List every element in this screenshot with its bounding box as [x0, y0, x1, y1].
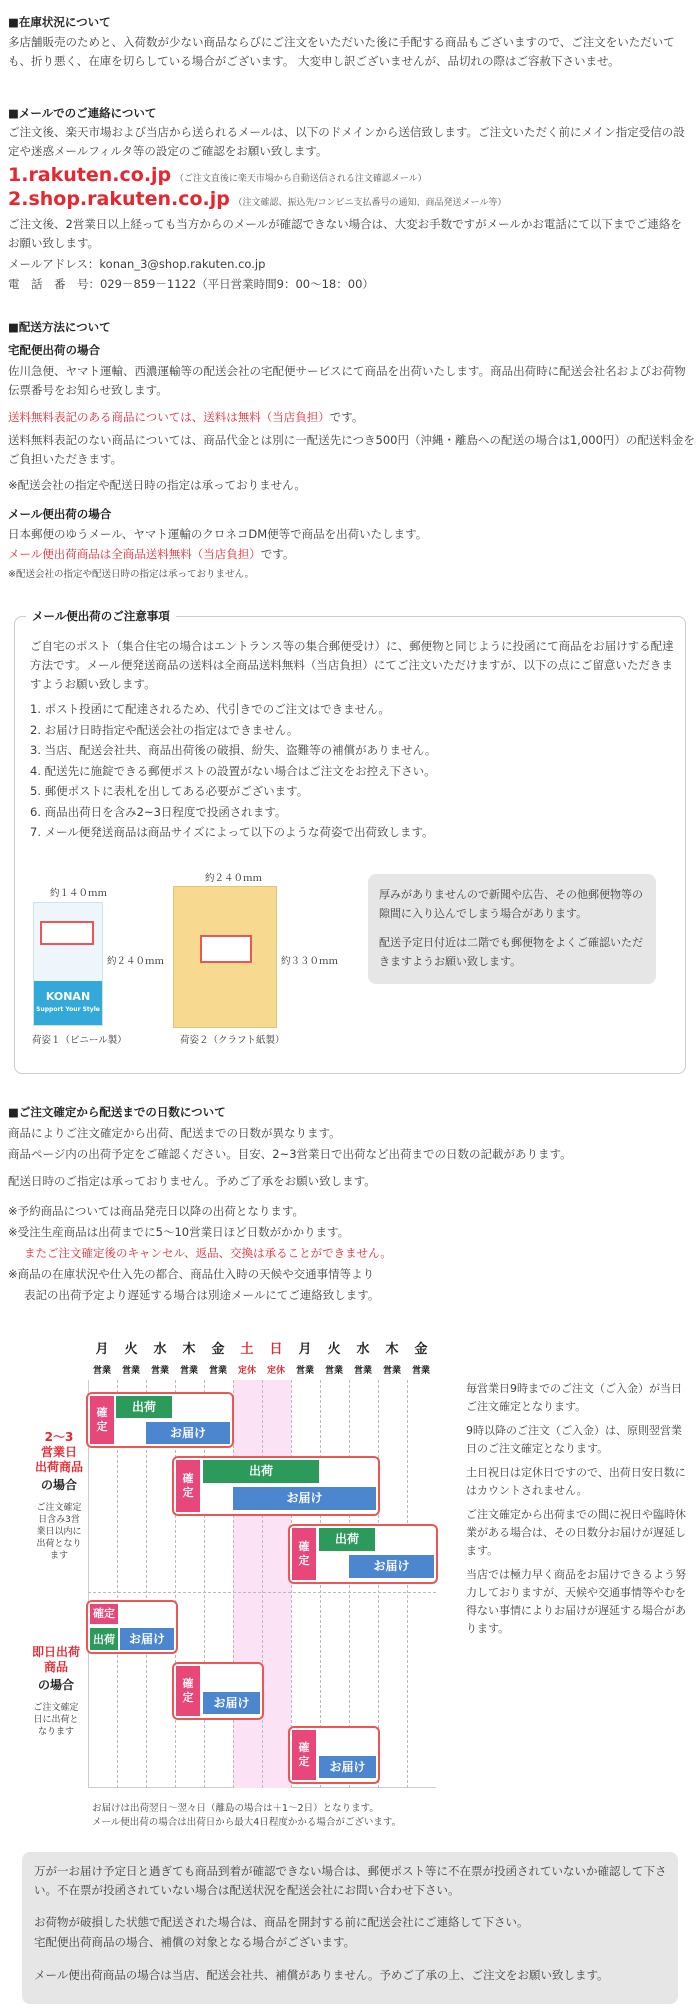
takuhai-body-2: 送料無料表記のない商品については、商品代金とは別に一配送先につき500円（沖縄・離島への配送の場合は1,000円）の配送料金をご負担いただきます。 — [8, 433, 695, 466]
calendar-day: 金 — [211, 1342, 225, 1357]
caution-item: 2. お届け日時指定や配送会社の指定はできません。 — [30, 722, 299, 737]
domain-1-text: 1.rakuten.co.jp — [8, 164, 172, 186]
calendar-status: 営業 — [121, 1366, 140, 1376]
calendar-day: 火 — [327, 1342, 341, 1357]
caution-item: 6. 商品出荷日を含み2~3日程度で投函されます。 — [30, 804, 287, 819]
mail-body-2: ご注文後、2営業日以上経っても当方からのメールが確認できない場合は、大変お手数ですがメールかお電話にて以下までご連絡をお願い致します。 — [8, 217, 682, 250]
row-1-kakutei: 確定 — [90, 1396, 114, 1444]
calendar-day: 火 — [124, 1342, 138, 1357]
pkg1-label: 荷姿１（ビニール製） — [32, 1035, 127, 1046]
calendar-gridline — [262, 1380, 263, 1788]
takuhai-free-tail: です。 — [329, 410, 364, 424]
pkg1-width: 約１４０ｍｍ — [50, 888, 108, 899]
calendar-divider — [88, 1592, 436, 1593]
days-note-3: ※商品の在庫状況や仕入先の都合、商品仕入時の天候や交通事情等より — [8, 1267, 375, 1281]
group-2-title: 即日出荷 商品 — [31, 1645, 80, 1674]
caution-intro: ご自宅のポスト（集合住宅の場合はエントランス等の集合郵便受け）に、郵便物と同じように投函にて商品をお届けする配達方法です。メール便発送商品の送料は全商品送料無料（当店負担）にてご注文いただけますが、以下の点にご留意いただきますようお願い致します。 — [30, 639, 674, 691]
calendar-day: 月 — [298, 1342, 312, 1357]
mailbin-free-tail: です。 — [260, 547, 295, 561]
row-5-kakutei: 確定 — [176, 1666, 200, 1716]
row-5-otodoke: お届け — [203, 1692, 260, 1714]
pkg2-width: 約２４０ｍｍ — [205, 873, 263, 884]
calendar-right — [466, 1380, 692, 1638]
footer-p1: 万が一お届け予定日と過ぎても商品到着が確認できない場合は、郵便ポスト等に不在票が投函されていないか確認して下さい。不在票が投函されていない場合は配送状況を配送会社にお問い合わせ下さい。 — [34, 1864, 667, 1897]
group-1-note: ご注文確定 日含み3営 業日以内に 出荷となり ます — [36, 1503, 82, 1561]
calendar-status: 営業 — [353, 1366, 372, 1376]
mail-title: ■メールでのご連絡について — [8, 106, 157, 120]
stock-body: 多店舗販売のためと、入荷数が少ない商品ならびにご注文をいただいた後に手配する商品もございますので、ご注文をいただいても、折り悪く、在庫を切らしている場合がございます。 大変申し訳ございませんが、品切れの際はご容赦下さいませ。 — [8, 35, 675, 68]
row-3-shukka: 出荷 — [319, 1528, 375, 1551]
calendar-day: 金 — [414, 1342, 428, 1357]
pkg1-label-icon — [40, 921, 94, 945]
mailbin-note: ※配送会社の指定や配送日時の指定は承っておりません。 — [8, 569, 255, 580]
days-note-1: ※予約商品については商品発売日以降の出荷となります。 — [8, 1204, 304, 1218]
calendar-day: 土 — [240, 1342, 254, 1357]
calendar-foot-1: お届けは出荷翌日～翌々日（離島の場合は＋1～2日）となります。 — [92, 1803, 379, 1814]
caution-title: メール便出荷のご注意事項 — [26, 607, 176, 626]
domain-2-note: （注文確認、振込先/コンビニ支払番号の通知、商品発送メール等） — [233, 198, 507, 208]
calendar-day: 水 — [356, 1342, 370, 1357]
row-3-kakutei: 確定 — [292, 1528, 316, 1580]
mail-phone: 電 話 番 号：029－859－1122（平日営業時間9：00～18：00） — [8, 277, 374, 291]
row-1-otodoke: お届け — [146, 1422, 230, 1444]
row-1-shukka: 出荷 — [116, 1396, 172, 1418]
takuhai-free — [8, 408, 363, 427]
calendar-right-item: 当店では極力早く商品をお届けできるよう努力しておりますが、天候や交通事情等やむを得ない事情によりお届けが遅延する場合があります。 — [466, 1568, 686, 1635]
calendar-status: 営業 — [92, 1366, 111, 1376]
days-note-4: 表記の出荷予定より遅延する場合は別途メールにてご連絡致します。 — [24, 1288, 380, 1302]
mailbin-title: メール便出荷の場合 — [8, 507, 112, 521]
pkg2-label: 荷姿２（クラフト紙製） — [180, 1035, 285, 1046]
stock-title: ■在庫状況について — [8, 15, 111, 29]
ship-title: ■配送方法について — [8, 320, 111, 334]
calendar-status: 定休 — [237, 1366, 256, 1376]
row-4-otodoke: お届け — [120, 1628, 174, 1650]
calendar-day: 水 — [153, 1342, 167, 1357]
domain-1-note: （ご注文直後に楽天市場から自動送信される注文確認メール） — [174, 174, 427, 184]
caution-item: 1. ポスト投函にて配達されるため、代引きでのご注文はできません。 — [30, 702, 390, 716]
takuhai-body: 佐川急便、ヤマト運輸、西濃運輸等の配送会社の宅配便サービスにて商品を出荷いたします。商品出荷時に配送会社名およびお荷物伝票番号をお知らせ致します。 — [8, 364, 686, 397]
days-note-2: ※受注生産商品は出荷までに5～10営業日ほど日数がかかります。 — [8, 1225, 350, 1239]
days-line-2: 商品ページ内の出荷予定をご確認ください。目安、2~3営業日で出荷など出荷までの日数の記載があります。 — [8, 1147, 572, 1161]
caution-item: 3. 当店、配送会社共、商品出荷後の破損、紛失、盗難等の補償がありません。 — [30, 743, 437, 757]
takuhai-title: 宅配便出荷の場合 — [8, 343, 100, 357]
footer-p3: 宅配便出荷商品の場合、補償の対象となる場合がございます。 — [34, 1935, 356, 1949]
calendar-status: 営業 — [208, 1366, 227, 1376]
calendar-right-item: 毎営業日9時までのご注文（ご入金）が当日ご注文確定となります。 — [466, 1382, 682, 1413]
row-2-otodoke: お届け — [233, 1487, 376, 1510]
group-2-case: の場合 — [37, 1678, 74, 1692]
mailbin-free — [8, 545, 294, 564]
calendar-status: 定休 — [266, 1366, 285, 1376]
brand-sub: Support Your Style — [36, 1006, 100, 1013]
pkg2-height: 約３３０ｍｍ — [281, 956, 339, 967]
pkg2-image — [173, 886, 277, 1028]
footer-p2: お荷物が破損した状態で配送された場合は、商品を開封する前に配送会社にご連絡して下さい。 — [34, 1915, 529, 1929]
row-4-kakutei: 確定 — [90, 1604, 118, 1624]
caution-list — [30, 700, 680, 844]
calendar-status: 営業 — [179, 1366, 198, 1376]
calendar-gridline — [407, 1380, 408, 1788]
domain-2 — [8, 187, 506, 213]
group-1-title: 2～3 営業日 出荷商品 — [34, 1430, 83, 1474]
caution-item: 5. 郵便ポストに表札を出してある必要がございます。 — [30, 784, 309, 798]
row-4-shukka: 出荷 — [90, 1628, 118, 1650]
row-2-shukka: 出荷 — [203, 1460, 319, 1483]
pkg2-label-icon — [200, 935, 252, 963]
calendar-status: 営業 — [295, 1366, 314, 1376]
group-2-note: ご注文確定 日に出荷と なります — [33, 1703, 79, 1737]
pkg1-height: 約２４０ｍｍ — [107, 956, 165, 967]
takuhai-free-red: 送料無料表記のある商品については、送料は無料（当店負担） — [8, 410, 330, 424]
calendar-right-item: 9時以降のご注文（ご入金）は、原則翌営業日のご注文確定となります。 — [466, 1424, 682, 1455]
calendar-header — [88, 1340, 436, 1380]
mail-address: メールアドレス：konan_3@shop.rakuten.co.jp — [8, 257, 266, 271]
caution-item: 7. メール便発送商品は商品サイズによって以下のような荷姿で出荷致します。 — [30, 825, 434, 839]
row-6-otodoke: お届け — [319, 1756, 376, 1778]
mailbin-body: 日本郵便のゆうメール、ヤマト運輸のクロネコDM便等で商品を出荷いたします。 — [8, 527, 428, 541]
mailbin-free-red: メール便出荷商品は全商品送料無料（当店負担） — [8, 547, 261, 561]
pkg1-brand — [34, 981, 102, 1025]
calendar-status: 営業 — [411, 1366, 430, 1376]
row-3-otodoke: お届け — [349, 1555, 434, 1578]
calendar-right-item: 土日祝日は定休日ですので、出荷日安日数にはカウントされません。 — [466, 1466, 686, 1497]
group-1-case: の場合 — [40, 1478, 77, 1492]
row-6-kakutei: 確定 — [292, 1730, 316, 1780]
brand-name: KONAN — [45, 990, 91, 1003]
calendar-foot-2: メール便出荷の場合は出荷日から最大4日程度かかる場合がございます。 — [92, 1817, 402, 1828]
domain-2-text: 2.shop.rakuten.co.jp — [8, 188, 230, 210]
calendar-day: 月 — [95, 1342, 109, 1357]
domain-1 — [8, 163, 427, 189]
row-2-kakutei: 確定 — [176, 1460, 200, 1512]
days-title: ■ご注文確定から配送までの日数について — [8, 1105, 226, 1119]
days-line-3: 配送日時のご指定は承っておりません。予めご了承をお願い致します。 — [8, 1174, 376, 1188]
footer-p4: メール便出荷商品の場合は当店、配送会社共、補償がありません。予めご了承の上、ご注文をお願い致します。 — [34, 1968, 609, 1982]
calendar-status: 営業 — [382, 1366, 401, 1376]
pkg-side-2: 配送予定日付近は二階でも郵便物をよくご確認いただきますようお願い致します。 — [379, 936, 643, 968]
takuhai-note: ※配送会社の指定や配送日時の指定は承っておりません。 — [8, 478, 306, 492]
calendar-day: 木 — [182, 1342, 196, 1357]
calendar-day: 木 — [385, 1342, 399, 1357]
pkg1-image — [33, 902, 103, 1026]
days-line-1: 商品によりご注文確定から出荷、配送までの日数が異なります。 — [8, 1126, 341, 1140]
caution-item: 4. 配送先に施錠できる郵便ポストの設置がない場合はご注文をお控え下さい。 — [30, 763, 436, 778]
calendar-status: 営業 — [324, 1366, 343, 1376]
days-note-2-red: またご注文確定後のキャンセル、返品、交換は承ることができません。 — [24, 1246, 392, 1260]
mail-body: ご注文後、楽天市場および当店から送られるメールは、以下のドメインから送信致します。ご注文いただく前にメイン指定受信の設定や迷惑メールフィルタ等の設定のご確認をお願い致します。 — [8, 125, 685, 158]
pkg-side-1: 厚みがありませんので新聞や広告、その他郵便物等の隙間に入り込んでしまう場合があります。 — [379, 888, 643, 920]
calendar-status: 営業 — [150, 1366, 169, 1376]
calendar-right-item: ご注文確定から出荷までの間に祝日や臨時休業がある場合は、その日数分お届けが遅延します。 — [466, 1508, 686, 1557]
calendar-day: 日 — [269, 1342, 283, 1357]
